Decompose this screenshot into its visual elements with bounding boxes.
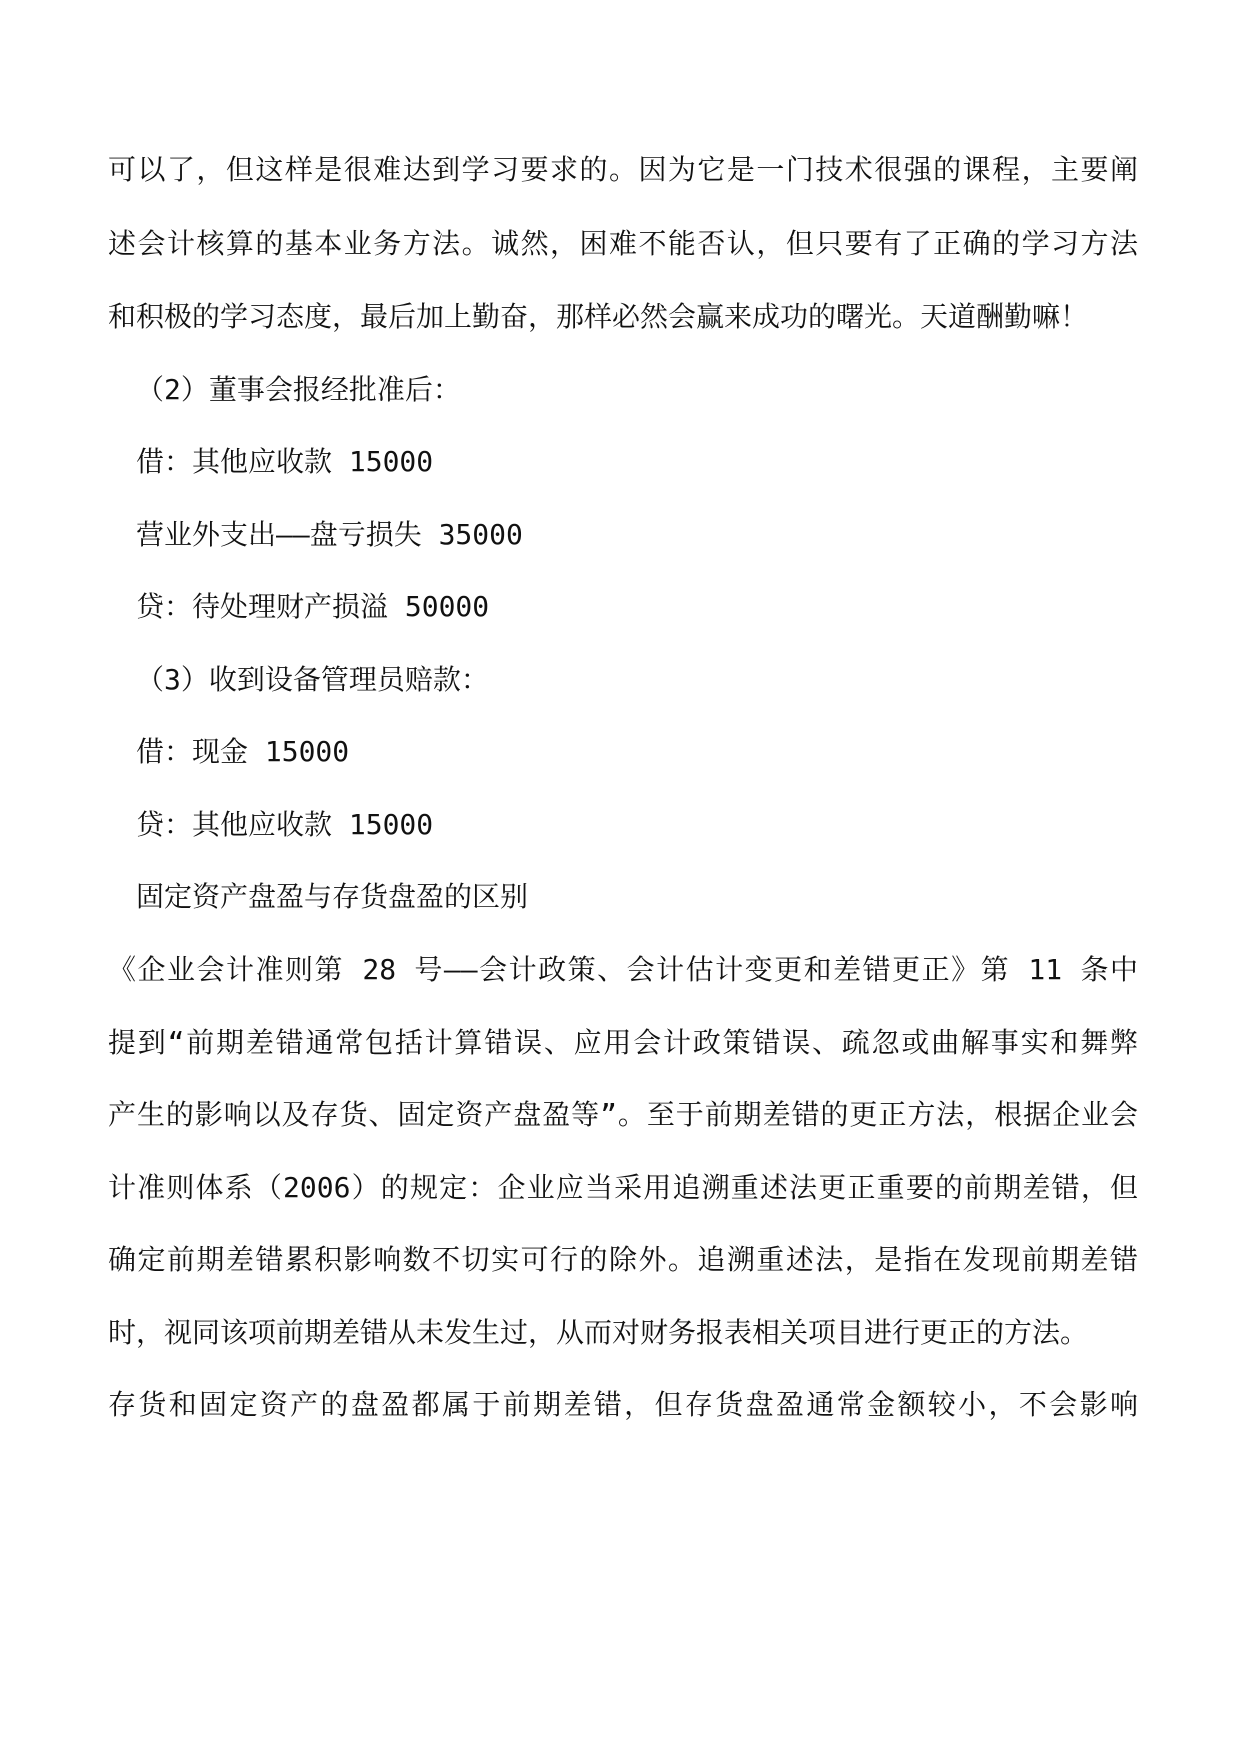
paragraph-line: 计准则体系（2006）的规定：企业应当采用追溯重述法更正重要的前期差错，但 xyxy=(108,1171,1138,1204)
journal-entry-line: 借：其他应收款 15000 xyxy=(136,445,434,478)
paragraph-line: 时，视同该项前期差错从未发生过，从而对财务报表相关项目进行更正的方法。 xyxy=(108,1316,1089,1349)
journal-entry-line: 营业外支出——盘亏损失 35000 xyxy=(136,518,523,551)
paragraph-line: 产生的影响以及存货、固定资产盘盈等”。至于前期差错的更正方法，根据企业会 xyxy=(108,1098,1138,1131)
journal-entry-line: 借：现金 15000 xyxy=(136,735,350,768)
paragraph-line: 和积极的学习态度，最后加上勤奋，那样必然会赢来成功的曙光。天道酬勤嘛！ xyxy=(108,300,1089,333)
journal-entry-line: 贷：待处理财产损溢 50000 xyxy=(136,590,490,623)
document-page xyxy=(108,0,1138,1754)
paragraph-line: 《企业会计准则第 28 号——会计政策、会计估计变更和差错更正》第 11 条中 xyxy=(108,953,1138,986)
paragraph-line: 可以了，但这样是很难达到学习要求的。因为它是一门技术很强的课程，主要阐 xyxy=(108,153,1138,186)
section-heading: （3）收到设备管理员赔款： xyxy=(136,663,489,696)
paragraph-line: 提到“前期差错通常包括计算错误、应用会计政策错误、疏忽或曲解事实和舞弊 xyxy=(108,1026,1138,1059)
section-title: 固定资产盘盈与存货盘盈的区别 xyxy=(136,880,529,913)
section-heading: （2）董事会报经批准后： xyxy=(136,373,461,406)
journal-entry-line: 贷：其他应收款 15000 xyxy=(136,808,434,841)
paragraph-line: 确定前期差错累积影响数不切实可行的除外。追溯重述法，是指在发现前期差错 xyxy=(108,1243,1138,1276)
paragraph-line: 述会计核算的基本业务方法。诚然，困难不能否认，但只要有了正确的学习方法 xyxy=(108,227,1138,260)
paragraph-line: 存货和固定资产的盘盈都属于前期差错，但存货盘盈通常金额较小，不会影响 xyxy=(108,1388,1138,1421)
